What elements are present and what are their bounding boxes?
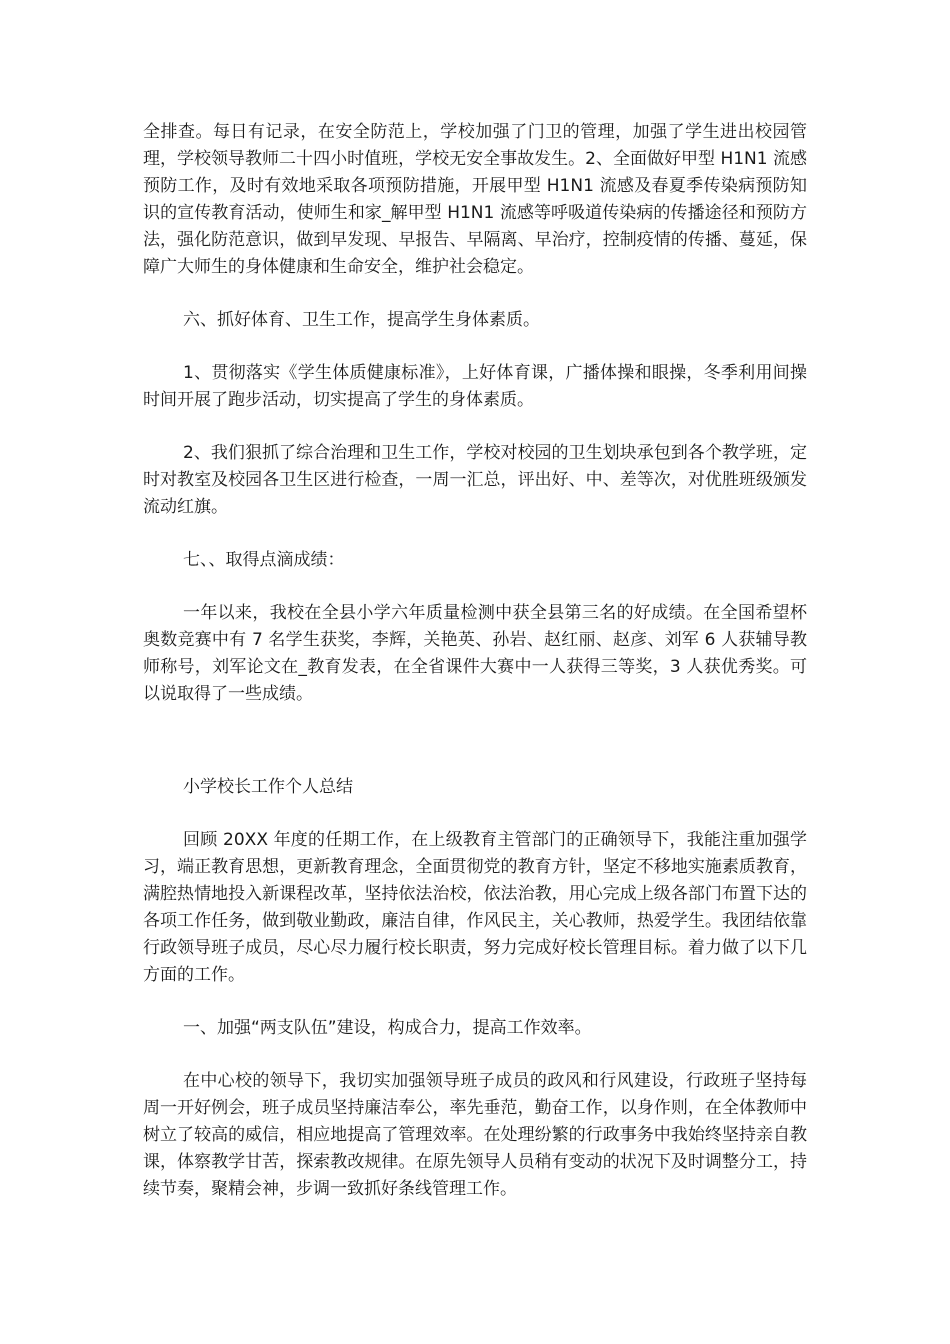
document-title: 小学校长工作个人总结 <box>183 777 353 797</box>
paragraph-safety-and-flu-prevention: 全排查。每日有记录，在安全防范上，学校加强了门卫的管理，加强了学生进出校园管理，学校领导教师二十四小时值班，学校无安全事故发生。2、全面做好甲型 H1N1 流感预防工作，及时有效地采取各项预防措施，开展甲型 H1N1 流感及春夏季传染病预防知识的宣传教育活动，使师生和家_解甲型 H1N1 流感等呼吸道传染病的传播途径和预防方法，强化防范意识，做到早发现、早报告、早隔离、早治疗，控制疫情的传播、蔓延，保障广大师生的身体健康和生命安全，维护社会稳定。 <box>143 122 807 277</box>
paragraph-hygiene-work: 2、我们狠抓了综合治理和卫生工作，学校对校园的卫生划块承包到各个教学班，定时对教室及校园各卫生区进行检查，一周一汇总，评出好、中、差等次，对优胜班级颁发流动红旗。 <box>143 443 807 517</box>
paragraph-physical-education: 1、贯彻落实《学生体质健康标准》，上好体育课，广播体操和眼操，冬季利用间操时间开展了跑步活动，切实提高了学生的身体素质。 <box>143 363 807 410</box>
section-heading-seven: 七、、取得点滴成绩： <box>183 550 345 570</box>
section-heading-six: 六、抓好体育、卫生工作，提高学生身体素质。 <box>183 310 540 330</box>
section-heading-one: 一、加强“两支队伍”建设，构成合力，提高工作效率。 <box>183 1018 592 1038</box>
section-gap <box>143 734 807 774</box>
paragraph-team-building: 在中心校的领导下，我切实加强领导班子成员的政风和行风建设，行政班子坚持每周一开好例会，班子成员坚持廉洁奉公，率先垂范，勤奋工作，以身作则，在全体教师中树立了较高的威信，相应地提高了管理效率。在处理纷繁的行政事务中我始终坚持亲自教课，体察教学甘苦，探索教改规律。在原先领导人员稍有变动的状况下及时调整分工，持续节奏，聚精会神，步调一致抓好条线管理工作。 <box>143 1071 807 1199</box>
paragraph-achievements: 一年以来，我校在全县小学六年质量检测中获全县第三名的好成绩。在全国希望杯奥数竞赛中有 7 名学生获奖，李辉，关艳英、孙岩、赵红丽、赵彦、刘军 6 人获辅导教师称号，刘军论文在_教育发表，在全省课件大赛中一人获得三等奖，3 人获优秀奖。可以说取得了一些成绩。 <box>143 603 807 704</box>
document-body <box>143 119 807 1229</box>
paragraph-review-intro: 回顾 20XX 年度的任期工作，在上级教育主管部门的正确领导下，我能注重加强学习，端正教育思想，更新教育理念，全面贯彻党的教育方针，坚定不移地实施素质教育，满腔热情地投入新课程改革，坚持依法治校，依法治教，用心完成上级各部门布置下达的各项工作任务，做到敬业勤政，廉洁自律，作风民主，关心教师，热爱学生。我团结依靠行政领导班子成员，尽心尽力履行校长职责，努力完成好校长管理目标。着力做了以下几方面的工作。 <box>143 830 807 985</box>
